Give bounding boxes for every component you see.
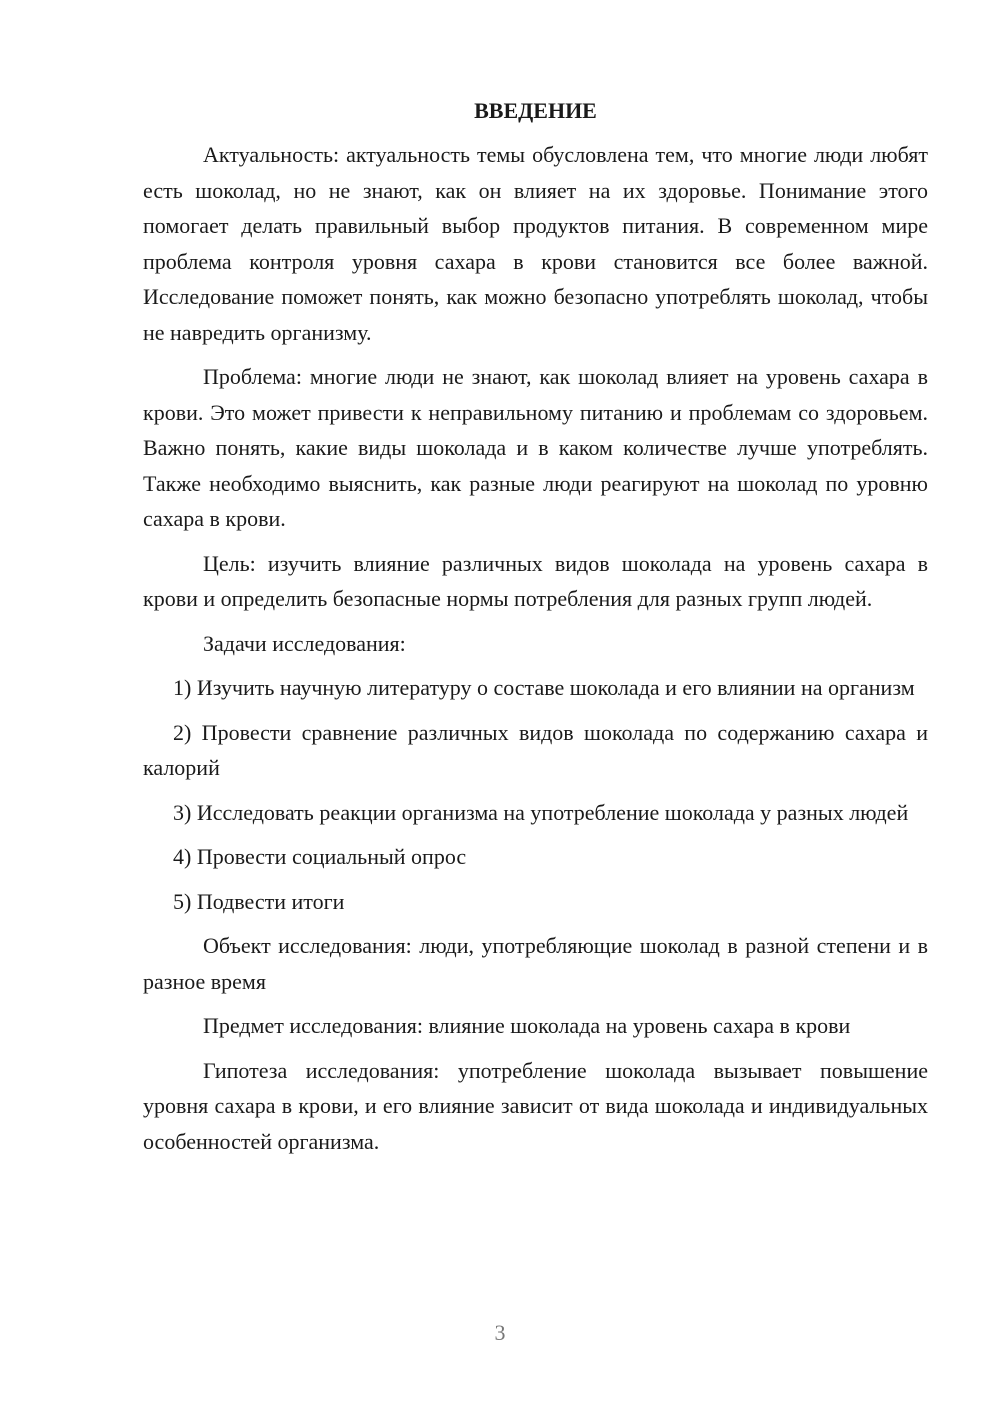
task-item-1: 1) Изучить научную литературу о составе шоколада и его влиянии на организм: [173, 675, 915, 700]
task-item-2: 2) Провести сравнение различных видов шоколада по содержанию сахара и калорий: [143, 719, 928, 780]
task-item-3: 3) Исследовать реакции организма на употребление шоколада у разных людей: [173, 799, 909, 825]
goal-paragraph: Цель: изучить влияние различных видов шоколада на уровень сахара в крови и определить безопасные нормы потребления для разных групп людей.: [143, 550, 928, 611]
task-item-5: 5) Подвести итоги: [173, 888, 345, 914]
relevance-paragraph: Актуальность: актуальность темы обусловлена тем, что многие люди любят есть шоколад, но не знают, как он влияет на их здоровье. Понимание этого помогает делать правильный выбор продуктов питания. В современном мире проблема контроля уровня сахара в крови становится все более важной. Исследование поможет понять, как можно безопасно употреблять шоколад, чтобы не навредить организму.: [143, 142, 928, 345]
problem-paragraph: Проблема: многие люди не знают, как шоколад влияет на уровень сахара в крови. Это может привести к неправильному питанию и проблемам со здоровьем. Важно понять, какие виды шоколада и в каком количестве лучше употреблять. Также необходимо выяснить, как разные люди реагируют на шоколад по уровню сахара в крови.: [143, 364, 928, 531]
task-item-4: 4) Провести социальный опрос: [173, 844, 467, 869]
tasks-title: Задачи исследования:: [203, 630, 406, 656]
section-heading: ВВЕДЕНИЕ: [474, 98, 597, 123]
subject-paragraph: Предмет исследования: влияние шоколада на уровень сахара в крови: [203, 1013, 851, 1038]
object-paragraph: Объект исследования: люди, употребляющие шоколад в разной степени и в разное время: [143, 933, 928, 994]
hypothesis-paragraph: Гипотеза исследования: употребление шоколада вызывает повышение уровня сахара в крови, и его влияние зависит от вида шоколада и индивидуальных особенностей организма.: [143, 1057, 928, 1154]
page-number: 3: [494, 1320, 506, 1345]
document-page: [143, 95, 928, 1168]
